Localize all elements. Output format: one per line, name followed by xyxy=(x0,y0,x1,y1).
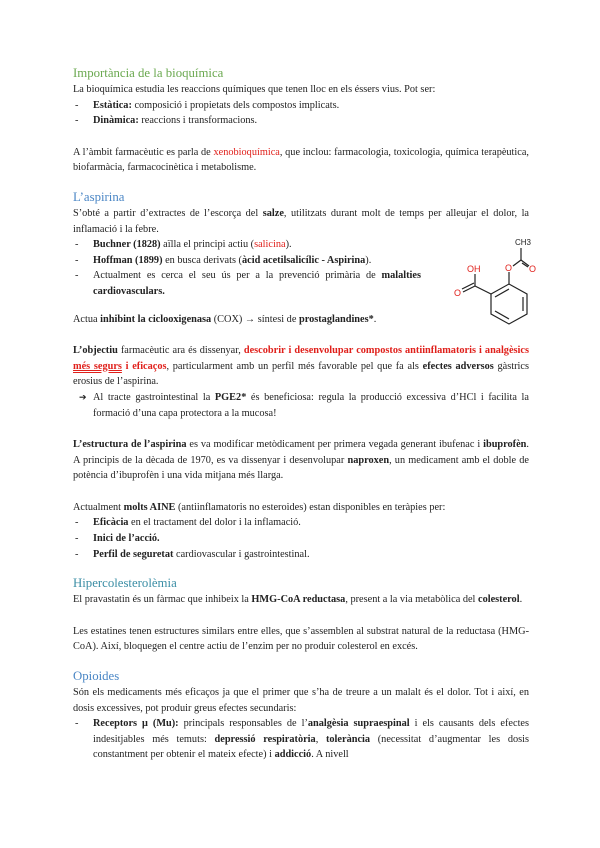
aine-list xyxy=(73,515,529,562)
aspirin-action: Actua inhibint la ciclooxigenasa (COX) → síntesi de prostaglandines*. xyxy=(73,313,377,325)
list-item: - Perfil de seguretat cardiovascular i gastrointestinal. xyxy=(73,547,529,563)
list-item: - Estàtica: composició i propietats dels compostos implicats. xyxy=(73,98,529,114)
aspirin-history-list xyxy=(73,237,421,299)
list-item: - Inici de l’acció. xyxy=(73,531,529,547)
section-title-opioides: Opioides xyxy=(73,669,120,684)
bio-list xyxy=(73,98,529,129)
list-item: - Buchner (1828) aïlla el principi actiu (salicina). xyxy=(73,237,421,253)
section-title-bioquimica: Importància de la bioquímica xyxy=(73,66,224,80)
aspirin-molecule-diagram xyxy=(429,236,539,336)
acid-oxygen-label: O xyxy=(454,287,462,298)
section-title-hipercolesterolemia: Hipercolesterolèmia xyxy=(73,576,177,591)
list-item: - Actualment es cerca el seu ús per a la prevenció primària de malalties cardiovasculars. xyxy=(73,268,421,299)
hiper-para-1: El pravastatin és un fàrmac que inhibeix la HMG-CoA reductasa, present a la via metabòlica del colesterol. xyxy=(73,594,523,606)
carbonyl-oxygen-label: O xyxy=(529,263,537,274)
hiper-para-2: Les estatines tenen estructures similars entre elles, que s’assemblen al substrat natural de la reductasa (HMG-CoA). Així, bloquegen el centre actiu de l’enzim per no produir colesterol en excés. xyxy=(73,625,529,653)
ester-oxygen-label: O xyxy=(505,262,513,273)
ch3-label: CH3 xyxy=(515,237,532,247)
list-item: - Eficàcia en el tractament del dolor i la inflamació. xyxy=(73,515,529,531)
bio-para-xenobioquimica: A l’àmbit farmacèutic es parla de xenobioquímica, que inclou: farmacologia, toxicologia, química terapèutica, biofarmàcia, farmacocinètica i metabolisme. xyxy=(73,146,529,174)
hydroxyl-label: OH xyxy=(467,263,481,274)
section-title-aspirina: L’aspirina xyxy=(73,189,125,204)
list-item: - Dinàmica: reaccions i transformacions. xyxy=(73,113,529,129)
aspirin-objective: L’objectiu farmacèutic ara és dissenyar, descobrir i desenvolupar compostos antiinflamatoris i analgèsics més segurs i eficaços, particularment amb un perfil més favorable pel que fa als efectes adversos gàstrics erosius de l’aspirina. xyxy=(73,345,529,388)
aspirin-intro: S’obté a partir d’extractes de l’escorça del salze, utilitzats durant molt de temps per alleujar el dolor, la inflamació i la febre. xyxy=(73,207,530,235)
aspirin-note-list xyxy=(73,390,529,421)
document-page xyxy=(73,64,537,763)
aspirin-structure: L’estructura de l’aspirina es va modificar metòdicament per primera vegada generant ibufenac i ibuprofèn. A principis de la dècada de 1970, es va dissenyar i desenvolupar naproxen, un medicament amb el doble de potència d’ibuprofèn i una vida mitjana més llarga. xyxy=(73,439,530,482)
aine-intro: Actualment molts AINE (antiinflamatoris no esteroides) estan disponibles en teràpies per: xyxy=(73,501,446,513)
bio-intro: La bioquímica estudia les reaccions químiques que tenen lloc en els éssers vius. Pot ser: xyxy=(73,84,436,95)
list-item: - Hoffman (1899) en busca derivats (àcid acetilsalicílic - Aspirina). xyxy=(73,253,421,269)
opioides-para-1: Són els medicaments més eficaços ja que el primer que s’ha de treure a un malalt és el dolor. Tot i així, en dosis excessives, pot produir greus efectes secundaris: xyxy=(73,687,529,714)
list-item: ➔ Al tracte gastrointestinal la PGE2* és beneficiosa: regula la producció excessiva d’HCl i facilita la formació d’una capa protectora a la mucosa! xyxy=(73,390,529,421)
aspirin-block xyxy=(73,206,537,300)
opioides-list xyxy=(73,716,529,763)
list-item: - Receptors μ (Mu): principals responsables de l’analgèsia supraespinal i els causants dels efectes indesitjables més temuts: depressió respiratòria, tolerància (necessitat d’augmentar les dosis constantment per obtenir el mateix efecte) i addicció. A nivell xyxy=(73,716,529,763)
